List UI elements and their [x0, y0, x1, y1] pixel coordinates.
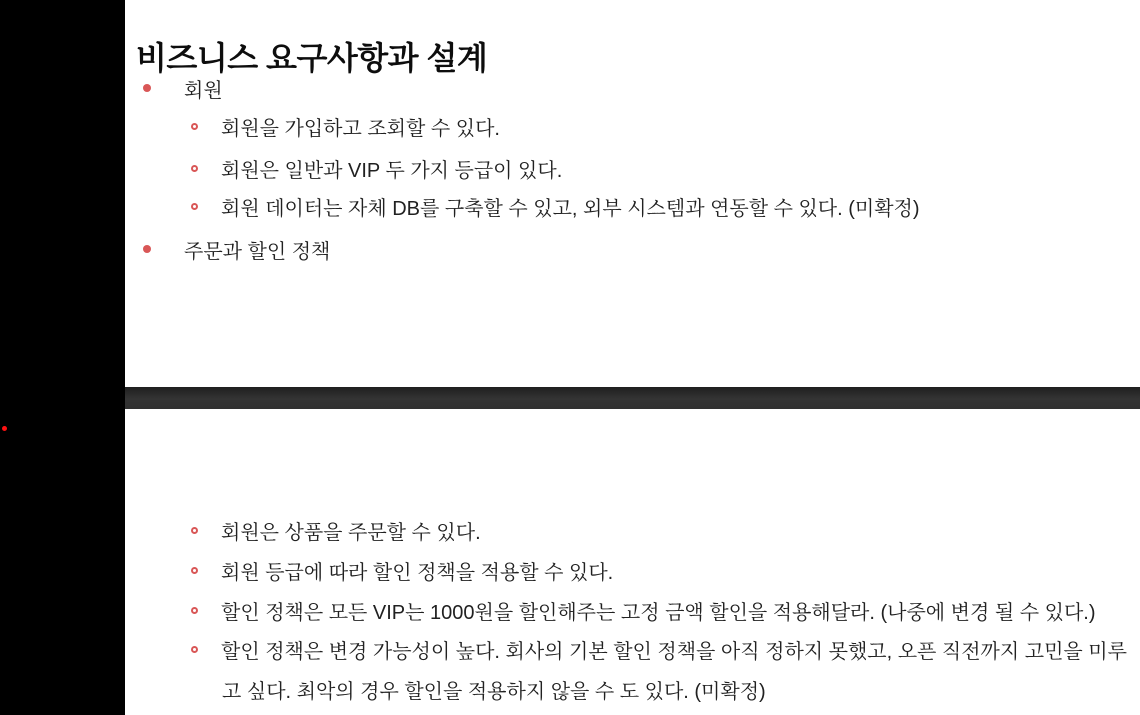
- bullet-item: [143, 74, 223, 102]
- sub-bullet-item-label: 고 싶다. 최악의 경우 할인을 적용하지 않을 수 도 있다. (미확정): [222, 680, 766, 703]
- sub-bullet-item: [191, 154, 562, 182]
- bullet-dot-icon: [143, 245, 151, 253]
- sub-bullet-item-label: 할인 정책은 변경 가능성이 높다. 회사의 기본 할인 정책을 아직 정하지 못했고, 오픈 직전까지 고민을 미루: [221, 640, 1127, 663]
- bullet-item-label: 회원: [184, 79, 223, 102]
- sub-bullet-item-label: 회원은 상품을 주문할 수 있다.: [221, 521, 481, 544]
- sub-bullet-item: [191, 635, 1127, 663]
- left-letterbox-bar: [0, 0, 125, 715]
- dark-divider-bar: [125, 387, 1140, 409]
- sub-bullet-item-label: 회원 등급에 따라 할인 정책을 적용할 수 있다.: [221, 561, 614, 584]
- circle-bullet-icon: [191, 123, 198, 130]
- sub-bullet-item: [191, 112, 500, 140]
- bullet-dot-icon: [143, 84, 151, 92]
- bullet-item: [143, 235, 330, 263]
- circle-bullet-icon: [191, 607, 198, 614]
- sub-bullet-item-label: 회원은 일반과 VIP 두 가지 등급이 있다.: [221, 159, 563, 182]
- laser-pointer-dot-icon: [2, 426, 7, 431]
- circle-bullet-icon: [191, 527, 198, 534]
- wrapped-line-continuation: [222, 675, 766, 703]
- sub-bullet-item-label: 회원을 가입하고 조회할 수 있다.: [221, 117, 500, 140]
- bullet-item-label: 주문과 할인 정책: [184, 240, 331, 263]
- page-title: 비즈니스 요구사항과 설계: [136, 40, 488, 77]
- circle-bullet-icon: [191, 165, 198, 172]
- circle-bullet-icon: [191, 203, 198, 210]
- sub-bullet-item-label: 회원 데이터는 자체 DB를 구축할 수 있고, 외부 시스템과 연동할 수 있다. (미확정): [221, 197, 920, 220]
- sub-bullet-item-label: 할인 정책은 모든 VIP는 1000원을 할인해주는 고정 금액 할인을 적용해달라. (나중에 변경 될 수 있다.): [221, 601, 1096, 624]
- sub-bullet-item: [191, 192, 920, 220]
- sub-bullet-item: [191, 556, 613, 584]
- circle-bullet-icon: [191, 567, 198, 574]
- sub-bullet-item: [191, 596, 1095, 624]
- circle-bullet-icon: [191, 646, 198, 653]
- sub-bullet-item: [191, 516, 481, 544]
